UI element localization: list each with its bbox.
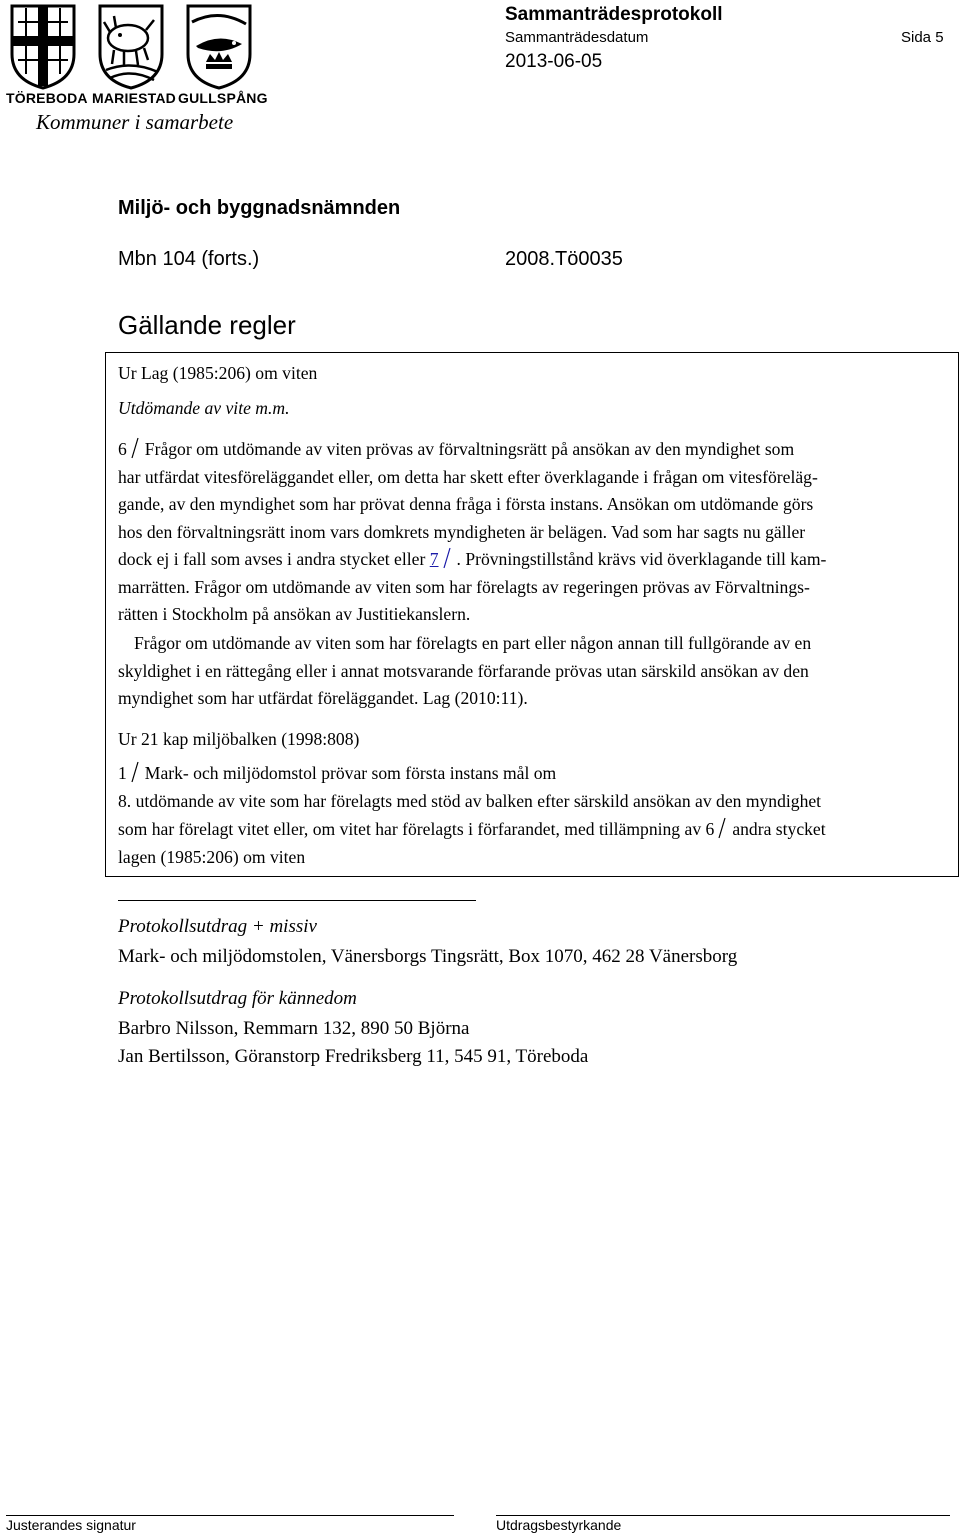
rule-paragraph-line: lagen (1985:206) om viten [118, 847, 306, 867]
rule-paragraph-line: rätten i Stockholm på ansökan av Justitiekanslern. [118, 604, 471, 624]
toreboda-shield-icon [12, 6, 74, 88]
rule-paragraph-line: skyldighet i en rättegång eller i annat motsvarande förfarande prövas utan särskild ansökan av den [118, 660, 809, 681]
distribution-heading: Protokollsutdrag + missiv [118, 916, 317, 937]
rule-paragraph-line: Frågor om utdömande av viten som har förelagts en part eller någon annan till fullgörande av en [134, 633, 812, 653]
page-number: Sida 5 [901, 29, 944, 46]
section-sign-icon [131, 761, 139, 783]
logo-tagline: Kommuner i samarbete [36, 110, 234, 134]
rule-paragraph-line: 6 Frågor om utdömande av viten prövas av förvaltningsrätt på ansökan av den myndighet som [118, 439, 795, 459]
municipality-name-mariestad: MARIESTAD [92, 90, 176, 106]
rule-paragraph-line: gande, av den myndighet som har prövat denna fråga i första instans. Ansökan om utdömande görs [118, 494, 814, 514]
separator-line [118, 900, 476, 901]
distribution-recipient: Mark- och miljödomstolen, Vänersborgs Tingsrätt, Box 1070, 462 28 Vänersborg [118, 946, 738, 967]
distribution-recipient: Barbro Nilsson, Remmarn 132, 890 50 Björna [118, 1018, 470, 1039]
rule-paragraph-line: hos den förvaltningsrätt inom vars domkrets myndigheten är belägen. Vad som har sagts nu gäller [118, 521, 806, 542]
rule-paragraph-line: marrätten. Frågor om utdömande av viten som har förelagts av regeringen prövas av Förvaltnings- [118, 576, 810, 597]
paragraph-reference: Mbn 104 (forts.) [118, 248, 260, 270]
board-name: Miljö- och byggnadsnämnden [118, 197, 401, 219]
rule-paragraph-line: myndighet som har utfärdat föreläggandet. Lag (2010:11). [118, 688, 528, 708]
section-sign-icon [718, 817, 726, 839]
certification-line [496, 1515, 950, 1516]
municipality-logo [6, 2, 268, 134]
rule-paragraph-line: dock ej i fall som avses i andra stycket eller 7 . Prövningstillstånd krävs vid överklagande till kam- [118, 549, 827, 569]
section-sign-icon [131, 437, 139, 459]
rule-paragraph-line: 1 Mark- och miljödomstol prövar som första instans mål om [118, 763, 557, 783]
municipality-name-toreboda: TÖREBODA [6, 90, 88, 106]
rule-subheading: Utdömande av vite m.m. [118, 398, 290, 418]
document-title: Sammanträdesprotokoll [505, 4, 723, 25]
municipality-name-gullspang: GULLSPÅNG [178, 90, 268, 106]
rule-source-viteslag: Ur Lag (1985:206) om viten [118, 363, 318, 383]
distribution-recipient: Jan Bertilsson, Göranstorp Fredriksberg 11, 545 91, Töreboda [118, 1046, 589, 1067]
section-heading: Gällande regler [118, 310, 296, 340]
section-7-link[interactable]: 7 [430, 549, 457, 569]
meeting-date: 2013-06-05 [505, 51, 603, 72]
rule-paragraph-line: har utfärdat vitesföreläggandet eller, om detta har skett efter överklagande i frågan om vitesföreläg- [118, 466, 818, 487]
rule-paragraph-line: 8. utdömande av vite som har förelagts med stöd av balken efter särskild ansökan av den myndighet [118, 791, 822, 811]
footer-certification-label: Utdragsbestyrkande [496, 1517, 622, 1533]
signature-line [6, 1515, 454, 1516]
municipality-names [6, 90, 268, 110]
gullspang-shield-icon [188, 6, 250, 88]
case-number: 2008.Tö0035 [505, 248, 623, 270]
mariestad-shield-icon [100, 6, 162, 88]
section-sign-icon [443, 547, 451, 569]
footer-signature-label: Justerandes signatur [6, 1517, 136, 1533]
coat-of-arms-icons [6, 2, 258, 92]
meeting-date-label: Sammanträdesdatum [505, 29, 649, 46]
rule-source-miljobalken: Ur 21 kap miljöbalken (1998:808) [118, 729, 360, 749]
distribution-heading: Protokollsutdrag för kännedom [118, 988, 357, 1009]
rule-paragraph-line: som har förelagt vitet eller, om vitet har förelagts i förfarandet, med tillämpning av 6 andra stycket [118, 819, 826, 839]
